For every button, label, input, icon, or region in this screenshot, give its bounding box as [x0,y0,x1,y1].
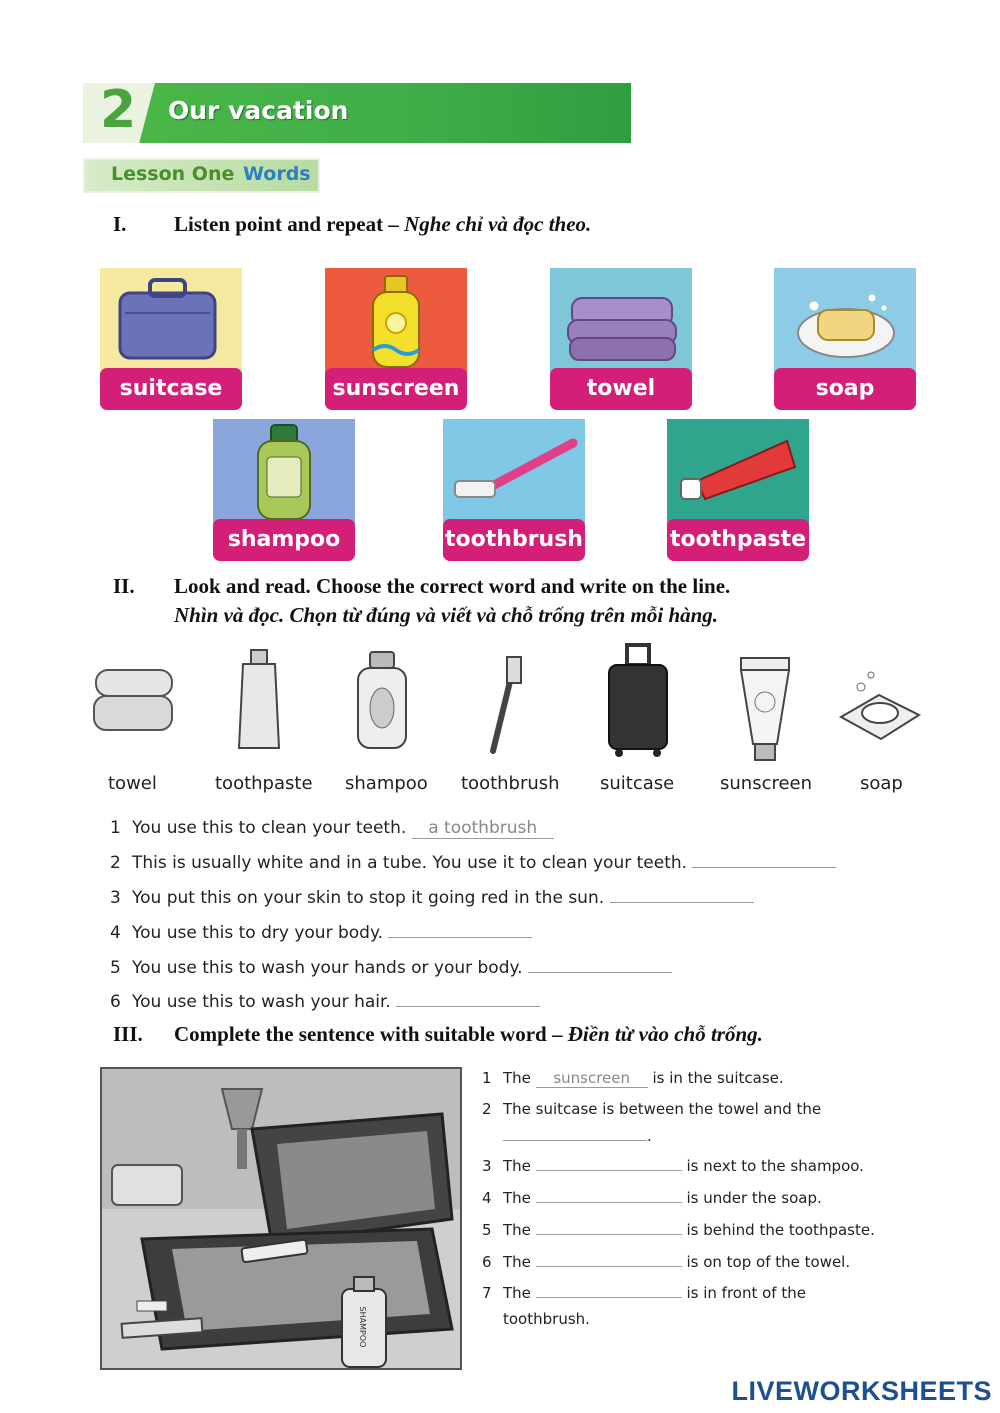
answer-field[interactable] [536,1159,682,1171]
question-text: You use this to dry your body. [132,923,383,943]
sentence-before: The [503,1157,531,1175]
sentence-2-continued [503,1127,652,1145]
sunscreen-tube-icon [737,656,793,762]
flashcard-soap [774,268,916,410]
flashcard-toothbrush [443,419,585,561]
flashcard-towel [550,268,692,410]
sentence-number: 3 [482,1157,492,1175]
flashcard-suitcase [100,268,242,410]
word-towel: towel [108,773,157,794]
sentence-after: is on top of the towel. [686,1253,851,1271]
word-toothpaste: toothpaste [215,773,313,794]
section2-number: II. [113,574,135,598]
section1-instruction [174,212,591,237]
sentence-after: is behind the toothpaste. [686,1221,875,1239]
sentence-after: is under the soap. [686,1189,822,1207]
card-label: shampoo [213,519,355,561]
question-1 [110,818,554,839]
toothbrush-icon [443,419,585,527]
sunscreen-bottle-icon [325,268,467,376]
unit-banner [83,83,631,143]
scene-shampoo-label: SHAMPOO [358,1306,367,1348]
flashcard-sunscreen [325,268,467,410]
question-number: 4 [110,923,121,943]
section3-instruction-vi: Điền từ vào chỗ trống. [567,1022,763,1046]
section2-instruction: Look and read. Choose the correct word and write on the line. [174,574,731,598]
answer-field[interactable]: a toothbrush [412,818,554,839]
question-text: You use this to wash your hair. [132,992,391,1012]
sentence-7 [482,1284,806,1302]
toothbrush-icon [485,655,525,755]
sentence-6 [482,1253,850,1271]
word-soap: soap [860,773,903,794]
question-text: You use this to wash your hands or your body. [132,958,523,978]
sentence-before: The suitcase is between the towel and the [503,1100,822,1118]
section1-instruction-vi: Nghe chỉ và đọc theo. [404,212,592,236]
question-3 [110,888,754,908]
soap-dish-icon [835,665,925,745]
question-2 [110,853,836,873]
sentence-after: is in front of the [686,1284,806,1302]
question-6 [110,992,540,1012]
sentence-before: The [503,1221,531,1239]
question-number: 1 [110,818,121,838]
unit-number: 2 [100,80,137,140]
sentence-after: . [647,1127,652,1145]
answer-field[interactable] [536,1255,682,1267]
sentence-before: The [503,1069,531,1087]
section3-instruction-en: Complete the sentence with suitable word – [174,1022,563,1046]
toothpaste-tube-icon [235,648,285,753]
answer-field[interactable] [692,854,836,868]
word-toothbrush: toothbrush [461,773,560,794]
sentence-number: 4 [482,1189,492,1207]
sentence-after: is next to the shampoo. [686,1157,864,1175]
lesson-label: Lesson One [111,163,235,185]
answer-field[interactable] [536,1286,682,1298]
sentence-before: The [503,1253,531,1271]
suitcase-scene-illustration [102,1069,462,1370]
section3-instruction [174,1022,763,1047]
sentence-number: 1 [482,1069,492,1087]
question-4 [110,923,532,943]
word-suitcase: suitcase [600,773,675,794]
sentence-after: is in the suitcase. [652,1069,784,1087]
card-label: towel [550,368,692,410]
towel-icon [550,268,692,376]
question-number: 6 [110,992,121,1012]
suitcase-icon [100,268,242,376]
answer-field[interactable] [388,924,532,938]
sentence-4 [482,1189,822,1207]
word-shampoo: shampoo [345,773,428,794]
sentence-number: 5 [482,1221,492,1239]
answer-field[interactable] [396,993,540,1007]
shampoo-bottle-icon [213,419,355,527]
section1-instruction-en: Listen point and repeat – [174,212,399,236]
flashcard-toothpaste [667,419,809,561]
question-number: 3 [110,888,121,908]
section2-instruction-vi: Nhìn và đọc. Chọn từ đúng và viết và chỗ trống trên mỗi hàng. [174,603,719,627]
card-label: suitcase [100,368,242,410]
card-label: sunscreen [325,368,467,410]
question-text: This is usually white and in a tube. You use it to clean your teeth. [132,853,688,873]
sentence-number: 7 [482,1284,492,1302]
question-number: 2 [110,853,121,873]
sentence-number: 2 [482,1100,492,1118]
word-sunscreen: sunscreen [720,773,813,794]
answer-field[interactable] [610,889,754,903]
sentence-5 [482,1221,875,1239]
shampoo-bottle-icon [352,648,412,753]
section3-number: III. [113,1022,143,1046]
liveworksheets-logo: LIVEWORKSHEETS [731,1376,992,1406]
answer-field[interactable] [536,1223,682,1235]
unit-title: Our vacation [168,96,349,125]
suitcase-icon [603,643,673,758]
answer-field[interactable] [536,1191,682,1203]
answer-field[interactable]: sunscreen [536,1069,648,1088]
sentence-1 [482,1069,784,1088]
sentence-7-continued: toothbrush. [503,1310,590,1328]
sentence-3 [482,1157,864,1175]
sentence-before: The [503,1284,531,1302]
flashcard-shampoo [213,419,355,561]
card-label: toothpaste [667,519,809,561]
question-text: You use this to clean your teeth. [132,818,407,838]
question-number: 5 [110,958,121,978]
sentence-2 [482,1100,821,1118]
question-text: You put this on your skin to stop it going red in the sun. [132,888,605,908]
toothpaste-tube-icon [667,419,809,527]
soap-icon [774,268,916,376]
section1-number: I. [113,212,127,236]
question-5 [110,958,672,978]
card-label: toothbrush [443,519,585,561]
sentence-number: 6 [482,1253,492,1271]
answer-field[interactable] [503,1129,647,1141]
answer-field[interactable] [528,959,672,973]
sentence-before: The [503,1189,531,1207]
card-label: soap [774,368,916,410]
suitcase-scene-picture [100,1067,462,1370]
towel-icon [90,660,180,745]
lesson-topic: Words [243,163,311,185]
